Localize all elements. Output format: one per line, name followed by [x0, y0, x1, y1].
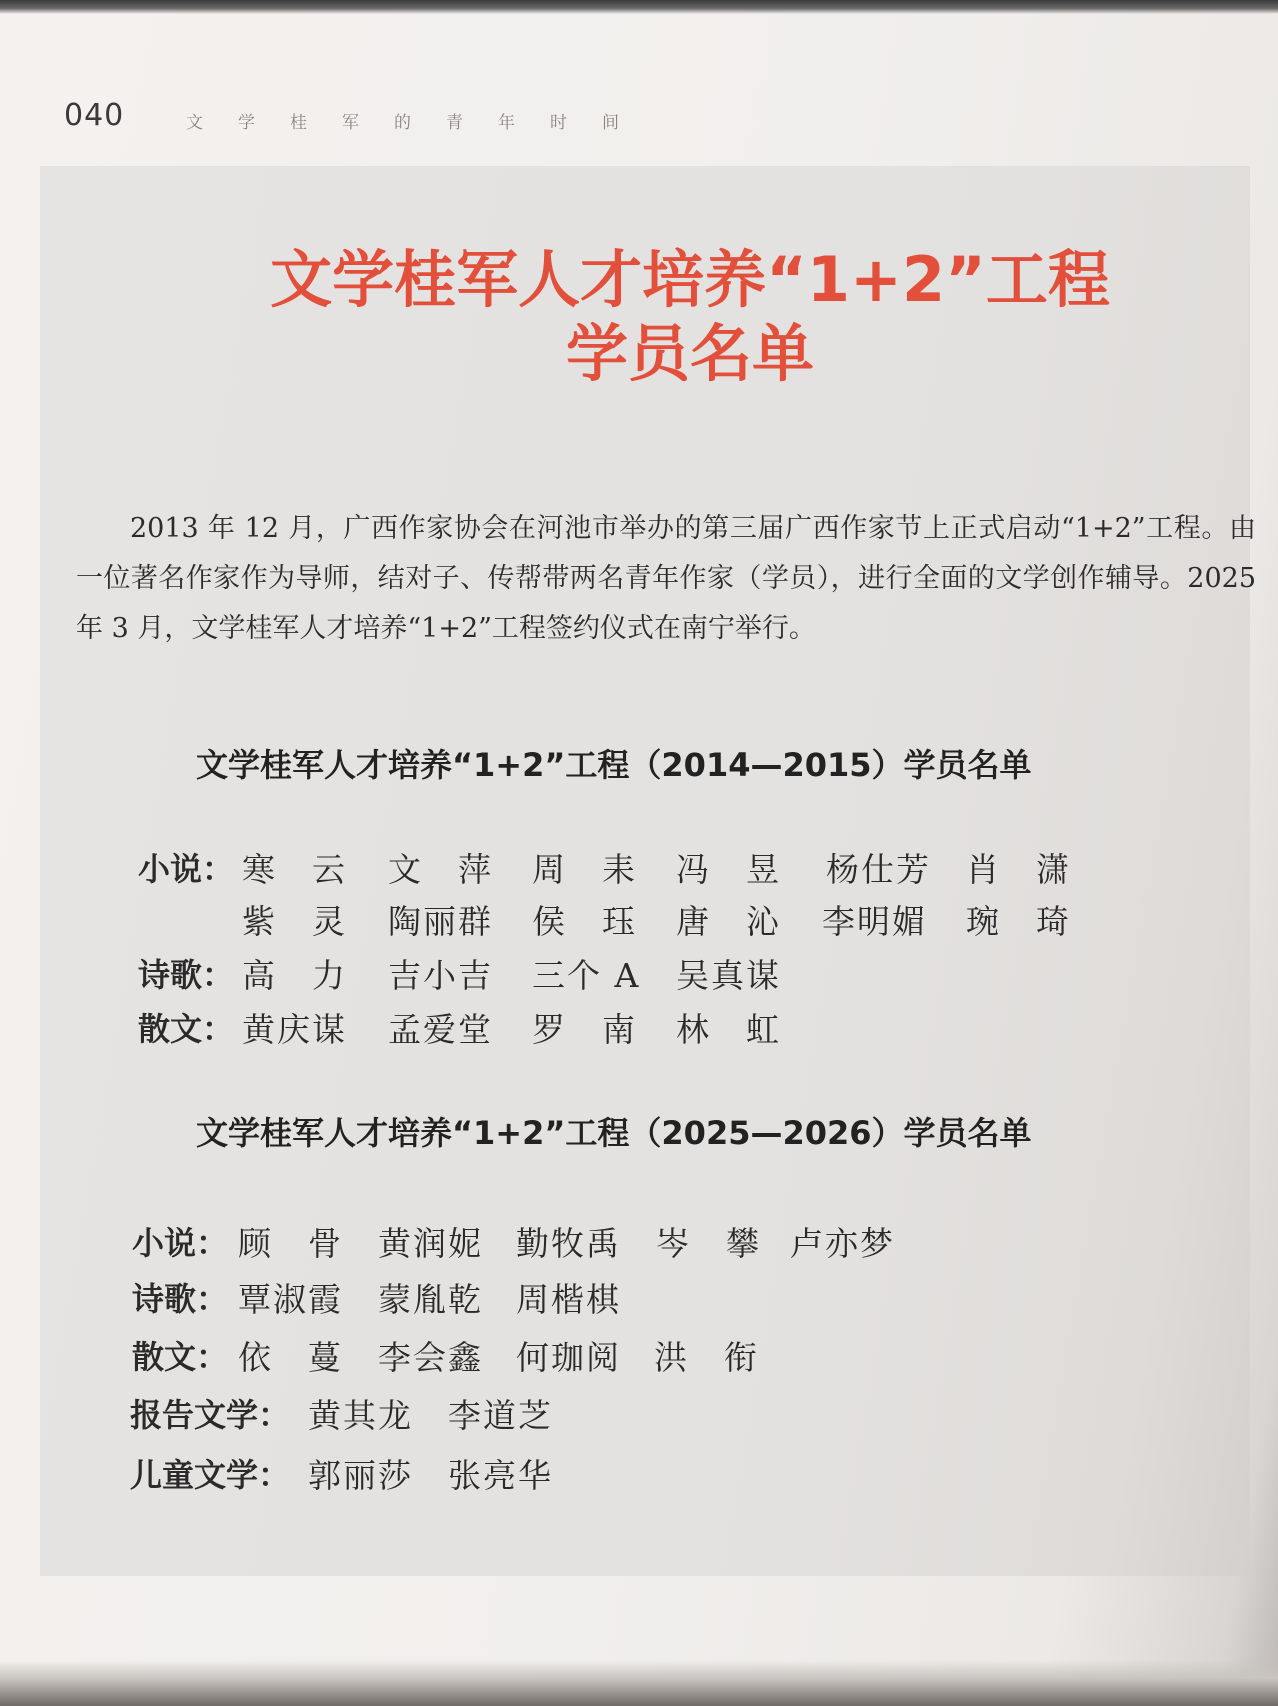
student-name: 何珈阅: [516, 1338, 621, 1377]
student-name: 寒 云: [242, 850, 347, 889]
student-name: 洪 衔: [654, 1338, 759, 1377]
genre-label: 儿童文学：: [130, 1456, 291, 1494]
genre-label: 散文：: [132, 1338, 229, 1376]
student-name: 依 蔓: [238, 1338, 343, 1377]
roster-row: [0, 1390, 1278, 1442]
student-name: 顾 骨: [238, 1224, 343, 1263]
page-title-line2: 学员名单: [565, 317, 814, 390]
student-name: 陶丽群: [388, 902, 493, 941]
student-name: 紫 灵: [242, 902, 347, 941]
student-name: 高 力: [242, 956, 347, 995]
student-name: 黄润妮: [378, 1224, 483, 1263]
page-bottom-edge: [0, 1660, 1278, 1706]
student-name: 侯 珏: [532, 902, 637, 941]
roster-row: [0, 896, 1278, 948]
roster-row: [0, 950, 1278, 1002]
genre-label: 小说：: [138, 850, 235, 888]
page-title: 文学桂军人才培养“1+2”工程: [270, 243, 1110, 316]
roster-row: [0, 1450, 1278, 1502]
page-top-edge: [0, 0, 1278, 14]
page-number: 040: [64, 98, 125, 133]
intro-paragraph: [76, 504, 1256, 654]
section-heading-2025: 文学桂军人才培养“1+2”工程（2025—2026）学员名单: [196, 1114, 1032, 1152]
genre-label: 诗歌：: [132, 1280, 229, 1318]
student-name: 周楷棋: [516, 1280, 621, 1319]
roster-row: [0, 1218, 1278, 1270]
student-name: 覃淑霞: [238, 1280, 343, 1319]
student-name: 蒙胤乾: [378, 1280, 483, 1319]
student-name: 林 虹: [676, 1010, 781, 1049]
roster-row: [0, 1274, 1278, 1326]
genre-label: 诗歌：: [138, 956, 235, 994]
intro-text: 2013 年 12 月，广西作家协会在河池市举办的第三届广西作家节上正式启动“1+2”工程。由一位著名作家作为导师，结对子、传帮带两名青年作家（学员），进行全面的文学创作辅导。2025 年 3 月，文学桂军人才培养“1+2”工程签约仪式在南宁举行。: [76, 513, 1256, 644]
section-heading-2014: 文学桂军人才培养“1+2”工程（2014—2015）学员名单: [196, 746, 1032, 784]
student-name: 三个 A: [532, 956, 641, 995]
student-name: 吴真谋: [676, 956, 781, 995]
roster-row: [0, 844, 1278, 896]
student-name: 卢亦梦: [790, 1224, 895, 1263]
student-name: 张亮华: [448, 1456, 553, 1495]
student-name: 罗 南: [532, 1010, 637, 1049]
roster-row: [0, 1332, 1278, 1384]
genre-label: 小说：: [132, 1224, 229, 1262]
running-head: 文学桂军的青年时间: [186, 113, 654, 133]
student-name: 李道芝: [448, 1396, 553, 1435]
student-name: 冯 昱: [676, 850, 781, 889]
student-name: 周 耒: [532, 850, 637, 889]
student-name: 文 萍: [388, 850, 493, 889]
student-name: 琬 琦: [966, 902, 1071, 941]
student-name: 郭丽莎: [308, 1456, 413, 1495]
student-name: 黄庆谋: [242, 1010, 347, 1049]
student-name: 肖 潇: [966, 850, 1071, 889]
student-name: 岑 攀: [656, 1224, 761, 1263]
student-name: 李明媚: [822, 902, 927, 941]
student-name: 吉小吉: [388, 956, 493, 995]
student-name: 黄其龙: [308, 1396, 413, 1435]
student-name: 李会鑫: [378, 1338, 483, 1377]
student-name: 勤牧禹: [516, 1224, 621, 1263]
student-name: 孟爱堂: [388, 1010, 493, 1049]
student-name: 杨仕芳: [826, 850, 931, 889]
student-name: 唐 沁: [676, 902, 781, 941]
roster-row: [0, 1004, 1278, 1056]
genre-label: 散文：: [138, 1010, 235, 1048]
genre-label: 报告文学：: [130, 1396, 291, 1434]
